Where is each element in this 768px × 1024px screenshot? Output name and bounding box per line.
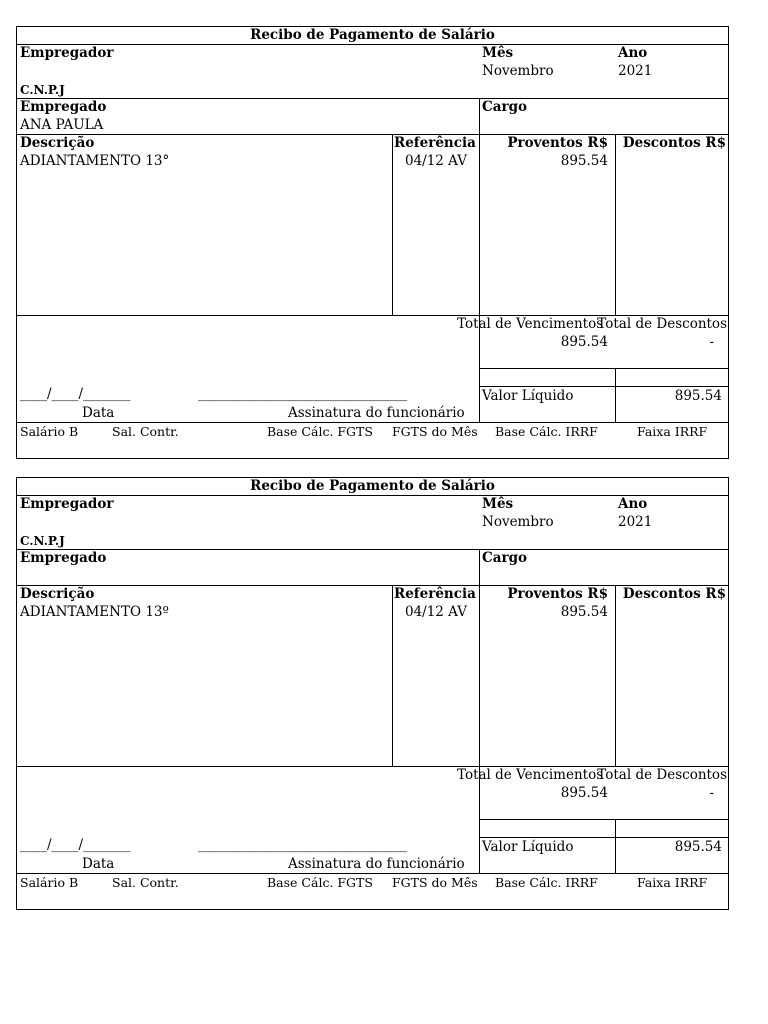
date-line: ____/____/_______ (20, 386, 131, 402)
date-line: ____/____/_______ (20, 837, 131, 853)
rule-ref-proventos (479, 134, 480, 422)
footer-sal-contr: Sal. Contr. (112, 875, 179, 890)
rule-proventos-descontos (615, 585, 616, 766)
rule-totals-1 (479, 368, 728, 369)
earnings-header: Proventos R$ (507, 135, 608, 151)
total-earnings-label: Total de Vencimentos (457, 767, 604, 783)
date-label: Data (82, 405, 115, 421)
month-label: Mês (482, 45, 514, 61)
reference-header: Referência (394, 135, 476, 151)
footer-salario-base: Salário B (20, 875, 79, 890)
description-header: Descrição (20, 135, 95, 151)
rule-totals-2 (479, 837, 728, 838)
rule-employee-cargo (479, 98, 480, 134)
cnpj-label: C.N.P.J (20, 534, 65, 548)
rule-totals-2 (479, 386, 728, 387)
footer-base-fgts: Base Cálc. FGTS (267, 424, 373, 439)
rule-above-footer (17, 422, 728, 423)
earnings-header: Proventos R$ (507, 586, 608, 602)
total-earnings-label: Total de Vencimentos (457, 316, 604, 332)
total-earnings-value: 895.54 (560, 334, 608, 350)
salary-receipt-2 (16, 477, 729, 910)
employee-name: ANA PAULA (20, 117, 104, 133)
item-reference: 04/12 AV (404, 153, 468, 169)
deductions-header: Descontos R$ (622, 586, 726, 602)
receipt-title: Recibo de Pagamento de Salário (250, 27, 495, 43)
rule-employee-cargo (479, 549, 480, 585)
year-value: 2021 (618, 63, 653, 79)
footer-base-irrf: Base Cálc. IRRF (495, 875, 598, 890)
item-description: ADIANTAMENTO 13º (20, 604, 169, 620)
signature-line: _______________________________ (198, 837, 408, 853)
footer-faixa-irrf: Faixa IRRF (637, 875, 708, 890)
signature-line: _______________________________ (198, 386, 408, 402)
total-deductions-label: Total de Descontos (597, 316, 727, 332)
net-value-label: Valor Líquido (482, 839, 574, 855)
month-value: Novembro (482, 63, 554, 79)
rule-under-employer (17, 98, 728, 99)
footer-base-irrf: Base Cálc. IRRF (495, 424, 598, 439)
item-earnings: 895.54 (560, 153, 608, 169)
cargo-label: Cargo (482, 550, 528, 566)
rule-proventos-descontos (615, 134, 616, 315)
month-label: Mês (482, 496, 514, 512)
item-description: ADIANTAMENTO 13° (20, 153, 170, 169)
employee-label: Empregado (20, 99, 107, 115)
signature-label: Assinatura do funcionário (288, 405, 465, 421)
rule-totals-1 (479, 819, 728, 820)
cnpj-label: C.N.P.J (20, 83, 65, 97)
total-deductions-label: Total de Descontos (597, 767, 727, 783)
rule-under-employer (17, 549, 728, 550)
salary-receipt-1 (16, 26, 729, 459)
year-label: Ano (618, 496, 648, 512)
cargo-label: Cargo (482, 99, 528, 115)
total-deductions-value: - (709, 334, 714, 350)
year-label: Ano (618, 45, 648, 61)
item-reference: 04/12 AV (404, 604, 468, 620)
total-earnings-value: 895.54 (560, 785, 608, 801)
net-value-label: Valor Líquido (482, 388, 574, 404)
footer-faixa-irrf: Faixa IRRF (637, 424, 708, 439)
deductions-header: Descontos R$ (622, 135, 726, 151)
rule-above-footer (17, 873, 728, 874)
net-value: 895.54 (674, 839, 722, 855)
footer-fgts-mes: FGTS do Mês (392, 875, 478, 890)
description-header: Descrição (20, 586, 95, 602)
footer-fgts-mes: FGTS do Mês (392, 424, 478, 439)
employer-label: Empregador (20, 45, 114, 61)
total-deductions-value: - (709, 785, 714, 801)
total-deductions-label-clip (597, 316, 727, 332)
date-label: Data (82, 856, 115, 872)
receipt-title: Recibo de Pagamento de Salário (250, 478, 495, 494)
employee-label: Empregado (20, 550, 107, 566)
year-value: 2021 (618, 514, 653, 530)
item-earnings: 895.54 (560, 604, 608, 620)
signature-label: Assinatura do funcionário (288, 856, 465, 872)
footer-sal-contr: Sal. Contr. (112, 424, 179, 439)
footer-base-fgts: Base Cálc. FGTS (267, 875, 373, 890)
month-value: Novembro (482, 514, 554, 530)
net-value: 895.54 (674, 388, 722, 404)
reference-header: Referência (394, 586, 476, 602)
employer-label: Empregador (20, 496, 114, 512)
rule-ref-proventos (479, 585, 480, 873)
footer-salario-base: Salário B (20, 424, 79, 439)
total-deductions-label-clip (597, 767, 727, 783)
